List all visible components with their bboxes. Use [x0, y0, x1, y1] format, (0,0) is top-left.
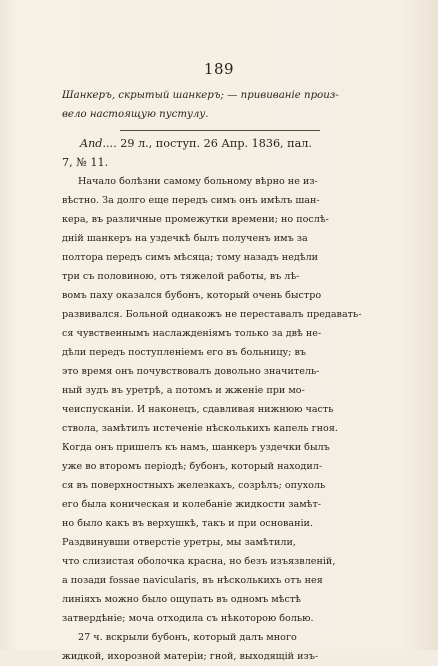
body-line: уже во второмъ періодѣ; бубонъ, который находил-	[62, 461, 323, 473]
section-divider	[120, 130, 320, 131]
body-line: три съ половиною, отъ тяжелой работы, въ лѣ-	[62, 271, 300, 283]
body-line: ся чувственнымъ наслажденіямъ только за двѣ не-	[62, 328, 322, 340]
body-line: Начало болѣзни самому больному вѣрно не из-	[78, 176, 318, 187]
body-line: ся въ поверхностныхъ железкахъ, созрѣлъ; опухоль	[62, 480, 326, 492]
body-line: затвердѣніе; моча отходила съ нѣкоторою болью.	[62, 613, 314, 625]
patient-name: And....	[80, 137, 117, 150]
body-line: вомъ паху оказался бубонъ, который очень быстро	[62, 290, 322, 302]
body-line: развивался. Больной однакожъ не переставалъ предавать-	[62, 309, 362, 321]
page-number: 189	[203, 60, 235, 78]
case-header-line	[62, 134, 392, 153]
ward-number: 7, № 11.	[62, 156, 109, 169]
body-line: но было какъ въ верхушкѣ, такъ и при основаніи.	[62, 518, 313, 530]
body-line: кера, въ различные промежутки времени; но послѣ-	[62, 214, 329, 226]
case-body	[62, 172, 380, 666]
case-header	[62, 134, 392, 172]
body-line: дній шанкеръ на уздечкѣ былъ полученъ имъ за	[62, 233, 308, 245]
body-line: Когда онъ пришелъ къ намъ, шанкеръ уздечки былъ	[62, 442, 330, 454]
body-line: его была коническая и колебаніе жидкости замѣт-	[62, 499, 322, 511]
admission-details: 29 л., поступ. 26 Апр. 1836, пал.	[116, 137, 312, 150]
body-line: а позади fossae navicularis, въ нѣсколькихъ отъ нея	[62, 575, 323, 587]
body-line: Раздвинувши отверстіе уретры, мы замѣтили,	[62, 537, 296, 549]
case-title-line: вело настоящую пустулу.	[62, 109, 209, 120]
body-line: ный зудъ въ уретрѣ, а потомъ и жженіе при мо-	[62, 385, 305, 397]
body-line: вѣстно. За долго еще передъ симъ онъ имѣлъ шан-	[62, 195, 320, 207]
case-title	[62, 86, 382, 124]
body-line: чеиспусканіи. И наконецъ, сдавливая нижнюю часть	[62, 404, 334, 416]
body-line: что слизистая оболочка красна, но безъ изъязвленій,	[62, 556, 336, 568]
body-line: линіяхъ можно было ощупать въ одномъ мѣстѣ	[62, 594, 301, 606]
body-line: полтора передъ симъ мѣсяца; тому назадъ недѣли	[62, 252, 319, 264]
body-line: ствола, замѣтилъ истеченіе нѣсколькихъ капель гноя.	[62, 423, 338, 435]
body-line: это время онъ почувствовалъ довольно значитель-	[62, 366, 320, 378]
case-title-line: Шанкеръ, скрытый шанкеръ; — прививаніе произ-	[62, 90, 339, 101]
body-line: жидкой, ихорозной матеріи; гной, выходящій изъ-	[62, 651, 319, 663]
body-line: дѣли передъ поступленіемъ его въ больницу; въ	[62, 347, 306, 359]
body-line: 27 ч. вскрыли бубонъ, который далъ много	[78, 632, 297, 644]
